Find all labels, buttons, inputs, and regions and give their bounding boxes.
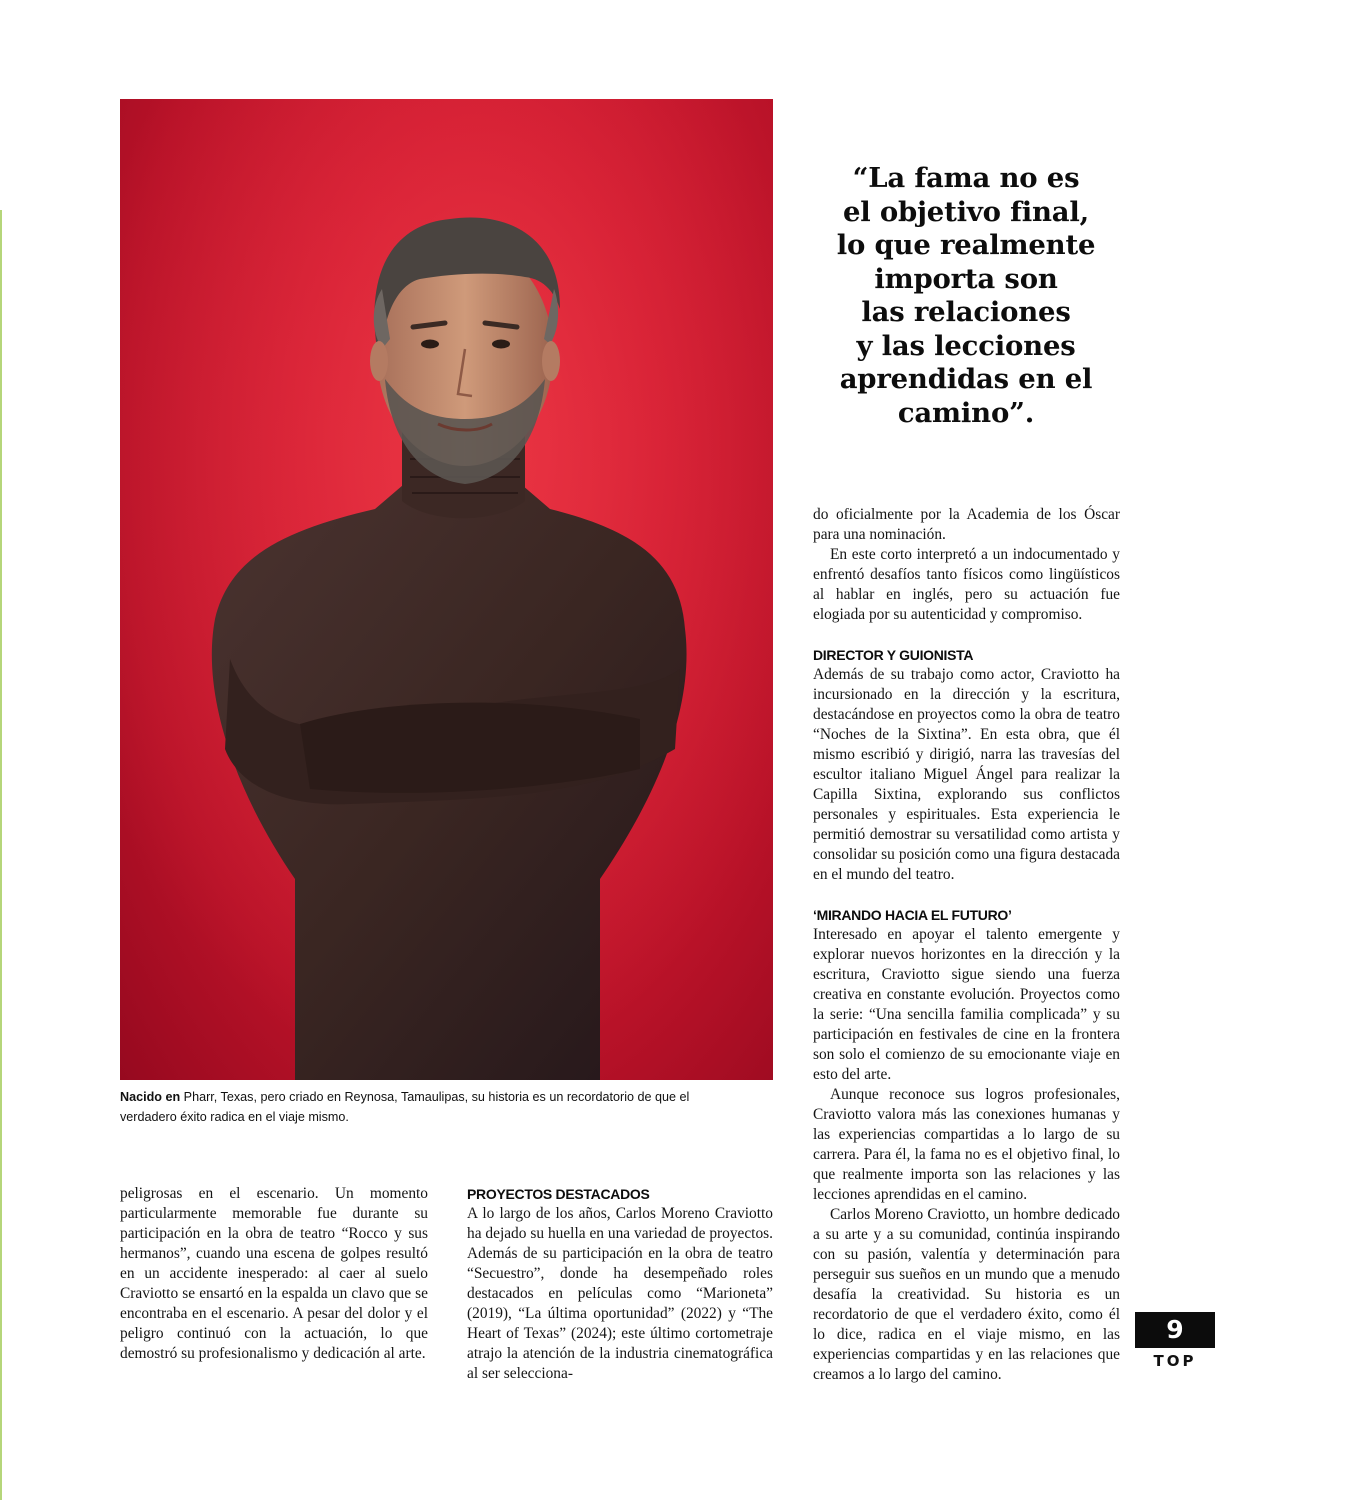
body-paragraph: Interesado en apoyar el talento emergente y explorar nuevos horizontes en la dirección y la escritura, Craviotto sigue siendo una fuerza creativa en constante evolución. Proyectos como la serie: “Una sencilla familia complicada” y su participación en festivales de cine en la frontera son solo el comienzo de su emocionante viaje en esto del arte.	[813, 926, 1120, 1083]
pull-quote-line: y las lecciones	[856, 329, 1076, 362]
body-paragraph: En este corto interpretó a un indocumentado y enfrentó desafíos tanto físicos como lingüísticos al hablar en inglés, pero su actuación fue elogiada por su autenticidad y compromiso.	[813, 546, 1120, 623]
section-heading-director: DIRECTOR Y GUIONISTA	[813, 647, 974, 663]
body-paragraph: peligrosas en el escenario. Un momento particularmente memorable fue durante su participación en la obra de teatro “Rocco y sus hermanos”, cuando una escena de golpes resultó en un accidente inesperado: al caer al suelo Craviotto se ensartó en la espalda un clavo que se encontraba en el escenario. A pesar del dolor y el peligro continuó con la actuación, lo que demostró su profesionalismo y dedicación al arte.	[120, 1185, 428, 1362]
body-paragraph: Además de su trabajo como actor, Craviotto ha incursionado en la dirección y la escritura, destacándose en proyectos como la obra de teatro “Noches de la Sixtina”. En esta obra, que él mismo escribió y dirigió, narra las travesías del escultor italiano Miguel Ángel para realizar la Capilla Sixtina, explorando sus conflictos personales y espirituales. Esta experiencia le permitió demostrar su versatilidad como artista y consolidar su posición como una figura destacada en el mundo del teatro.	[813, 666, 1120, 883]
pull-quote-line: las relaciones	[861, 296, 1071, 328]
pull-quote-line: “La fama no es	[852, 162, 1080, 194]
body-paragraph: do oficialmente por la Academia de los Óscar para una nominación.	[813, 506, 1120, 543]
left-eye	[421, 340, 439, 349]
left-ear	[370, 341, 388, 381]
pull-quote-line: lo que realmente	[836, 229, 1096, 261]
caption-text: Pharr, Texas, pero criado en Reynosa, Tamaulipas, su historia es un recordatorio de que el verdadero éxito radica en el viaje mismo.	[120, 1090, 690, 1124]
pull-quote	[812, 162, 1120, 430]
portrait-illustration	[120, 99, 773, 1080]
body-paragraph: Aunque reconoce sus logros profesionales, Craviotto valora más las conexiones humanas y las experiencias compartidas a lo largo de su carrera. Para él, la fama no es el objetivo final, lo que realmente importa son las relaciones y las lecciones aprendidas en el camino.	[813, 1086, 1120, 1203]
pull-quote-line: camino”.	[897, 396, 1035, 429]
body-paragraph: A lo largo de los años, Carlos Moreno Craviotto ha dejado su huella en una variedad de proyectos. Además de su participación en la obra de teatro “Secuestro”, donde ha desempeñado roles destacados en películas como “Marioneta” (2019), “La última oportunidad” (2022) y “The Heart of Texas” (2024); este último cortometraje atrajo la atención de la industria cinematográfica al ser selecciona-	[467, 1205, 773, 1382]
pull-quote-line: importa son	[874, 262, 1058, 295]
caption-lead: Nacido en	[120, 1090, 181, 1104]
body-paragraph: Carlos Moreno Craviotto, un hombre dedicado a su arte y a su comunidad, continúa inspirando con su pasión, valentía y determinación para perseguir sus sueños en un mundo que a menudo desafía la creatividad. Su historia es un recordatorio de que el verdadero éxito, como él lo dice, radica en el viaje mismo, en las experiencias compartidas y en las relaciones que creamos a lo largo del camino.	[813, 1206, 1120, 1383]
section-heading-futuro: ‘MIRANDO HACIA EL FUTURO’	[813, 907, 1012, 923]
article-column-3	[813, 505, 1120, 1385]
section-heading-proyectos: PROYECTOS DESTACADOS	[467, 1186, 650, 1202]
portrait-photo	[120, 99, 773, 1080]
pull-quote-line: el objetivo final,	[842, 195, 1090, 228]
right-ear	[542, 341, 560, 381]
page-number: 9	[1135, 1312, 1215, 1348]
right-eye	[492, 340, 510, 349]
article-column-1	[120, 1184, 428, 1364]
article-column-2	[467, 1184, 773, 1384]
left-accent-line	[0, 210, 2, 1500]
section-label: TOP	[1153, 1352, 1197, 1370]
pull-quote-line: aprendidas en el	[839, 363, 1093, 395]
photo-caption	[120, 1087, 720, 1127]
